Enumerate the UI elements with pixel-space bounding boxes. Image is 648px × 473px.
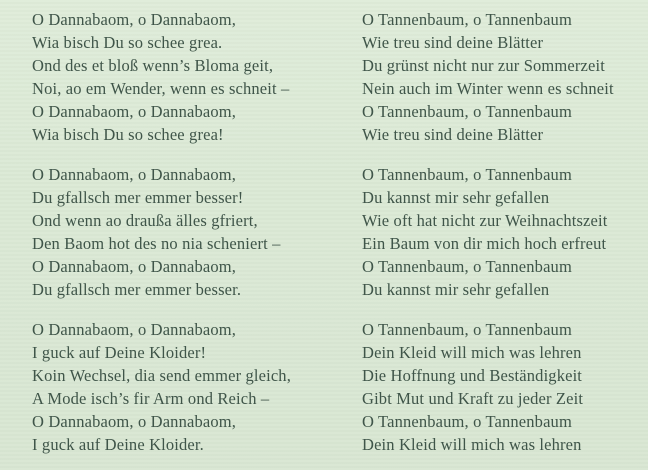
lyric-line: O Tannenbaum, o Tannenbaum [362,165,572,184]
lyric-line: Dein Kleid will mich was lehren [362,343,582,362]
lyric-line: Koin Wechsel, dia send emmer gleich, [32,366,291,385]
lyric-line: I guck auf Deine Kloider. [32,435,204,454]
lyric-line: Nein auch im Winter wenn es schneit [362,79,614,98]
lyric-line: Du gfallsch mer emmer besser. [32,280,242,299]
lyric-line: Die Hoffnung und Beständigkeit [362,366,583,385]
stanza-german-2 [362,163,614,301]
lyric-line: O Tannenbaum, o Tannenbaum [362,320,572,339]
stanza-german-3 [362,318,614,456]
lyric-line: A Mode isch’s fir Arm ond Reich – [32,389,270,408]
lyric-line: O Tannenbaum, o Tannenbaum [362,257,572,276]
lyric-line: Wie treu sind deine Blätter [362,33,544,52]
lyric-line: O Tannenbaum, o Tannenbaum [362,10,572,29]
lyric-line: O Dannabaom, o Dannabaom, [32,165,236,184]
lyric-line: Ein Baum von dir mich hoch erfreut [362,234,607,253]
stanza-dialect-3 [32,318,291,456]
lyric-line: O Dannabaom, o Dannabaom, [32,257,236,276]
lyric-line: O Dannabaom, o Dannabaom, [32,412,236,431]
lyric-line: Du kannst mir sehr gefallen [362,280,550,299]
lyric-line: Ond wenn ao draußa älles gfriert, [32,211,258,230]
lyric-line: Wie oft hat nicht zur Weihnachtszeit [362,211,608,230]
lyric-line: O Dannabaom, o Dannabaom, [32,10,236,29]
lyric-line: O Dannabaom, o Dannabaom, [32,320,236,339]
lyric-line: Noi, ao em Wender, wenn es schneit – [32,79,290,98]
lyric-line: Du kannst mir sehr gefallen [362,188,550,207]
lyrics-column-german [362,8,614,473]
lyric-line: Du gfallsch mer emmer besser! [32,188,244,207]
lyric-line: Wie treu sind deine Blätter [362,125,544,144]
lyric-line: I guck auf Deine Kloider! [32,343,207,362]
lyric-line: Dein Kleid will mich was lehren [362,435,582,454]
lyric-line: O Dannabaom, o Dannabaom, [32,102,236,121]
lyric-line: Gibt Mut und Kraft zu jeder Zeit [362,389,584,408]
lyric-line: Du grünst nicht nur zur Sommerzeit [362,56,605,75]
lyrics-column-dialect [32,8,291,473]
stanza-dialect-1 [32,8,291,146]
stanza-dialect-2 [32,163,291,301]
lyric-line: Wia bisch Du so schee grea. [32,33,223,52]
lyric-line: Wia bisch Du so schee grea! [32,125,224,144]
lyric-line: Den Baom hot des no nia scheniert – [32,234,281,253]
lyric-line: O Tannenbaum, o Tannenbaum [362,412,572,431]
stanza-german-1 [362,8,614,146]
lyric-line: Ond des et bloß wenn’s Bloma geit, [32,56,274,75]
lyric-line: O Tannenbaum, o Tannenbaum [362,102,572,121]
